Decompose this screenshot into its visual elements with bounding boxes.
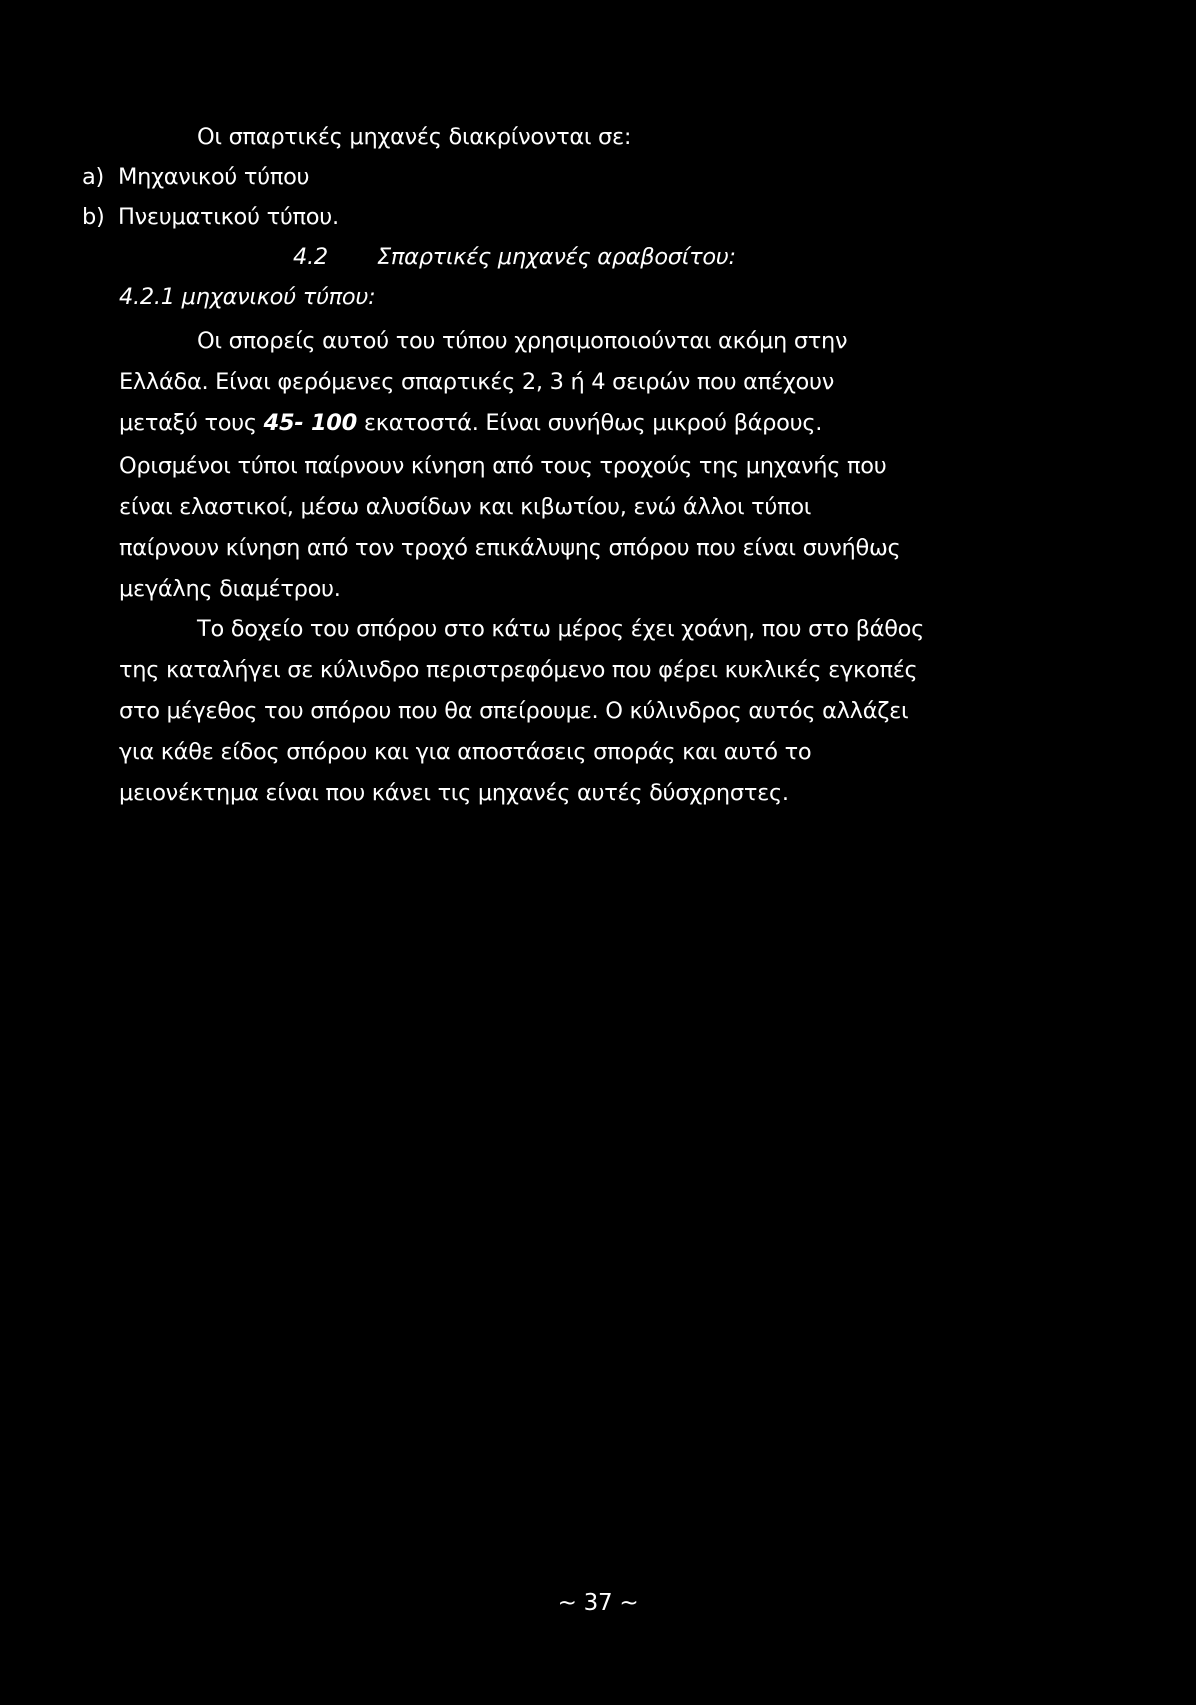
text-span: εκατοστά. Είναι συνήθως μικρού βάρους. [363, 410, 823, 436]
list-item [82, 166, 309, 189]
paragraph-line: Ορισμένοι τύποι παίρνουν κίνηση από τους τροχούς της μηχανής που [119, 453, 887, 479]
paragraph-line: Οι σπορείς αυτού του τύπου χρησιμοποιούνται ακόμη στην [197, 328, 848, 354]
paragraph-line: Ελλάδα. Είναι φερόμενες σπαρτικές 2, 3 ή 4 σειρών που απέχουν [119, 369, 834, 395]
text-span: μεταξύ τους [119, 410, 257, 436]
subsection-title: μηχανικού τύπου: [181, 284, 376, 310]
paragraph-line: παίρνουν κίνηση από τον τροχό επικάλυψης σπόρου που είναι συνήθως [119, 535, 901, 561]
list-item-text: Πνευματικού τύπου. [118, 204, 339, 230]
list-marker: a) [82, 164, 104, 190]
list-item [82, 206, 339, 229]
section-heading [293, 246, 736, 269]
paragraph-line: είναι ελαστικοί, μέσω αλυσίδων και κιβωτίου, ενώ άλλοι τύποι [119, 494, 812, 520]
section-number: 4.2 [293, 244, 328, 270]
paragraph-line: μεγάλης διαμέτρου. [119, 576, 341, 602]
section-title: Σπαρτικές μηχανές αραβοσίτου: [377, 244, 736, 270]
list-item-text: Μηχανικού τύπου [118, 164, 310, 190]
distance-range: 45- 100 [263, 410, 358, 436]
paragraph-line: μειονέκτημα είναι που κάνει τις μηχανές αυτές δύσχρηστες. [119, 780, 789, 806]
paragraph-line: για κάθε είδος σπόρου και για αποστάσεις σποράς και αυτό το [119, 739, 812, 765]
page-number: ~ 37 ~ [557, 1590, 639, 1616]
paragraph-line: στο μέγεθος του σπόρου που θα σπείρουμε. Ο κύλινδρος αυτός αλλάζει [119, 698, 909, 724]
paragraph-line [119, 412, 822, 435]
subsection-number: 4.2.1 [119, 284, 175, 310]
subsection-heading [119, 286, 375, 309]
list-marker: b) [82, 204, 105, 230]
intro-text: Οι σπαρτικές μηχανές διακρίνονται σε: [197, 124, 632, 150]
paragraph-line: Το δοχείο του σπόρου στο κάτω μέρος έχει χοάνη, που στο βάθος [197, 616, 925, 642]
paragraph-line: της καταλήγει σε κύλινδρο περιστρεφόμενο που φέρει κυκλικές εγκοπές [119, 657, 918, 683]
